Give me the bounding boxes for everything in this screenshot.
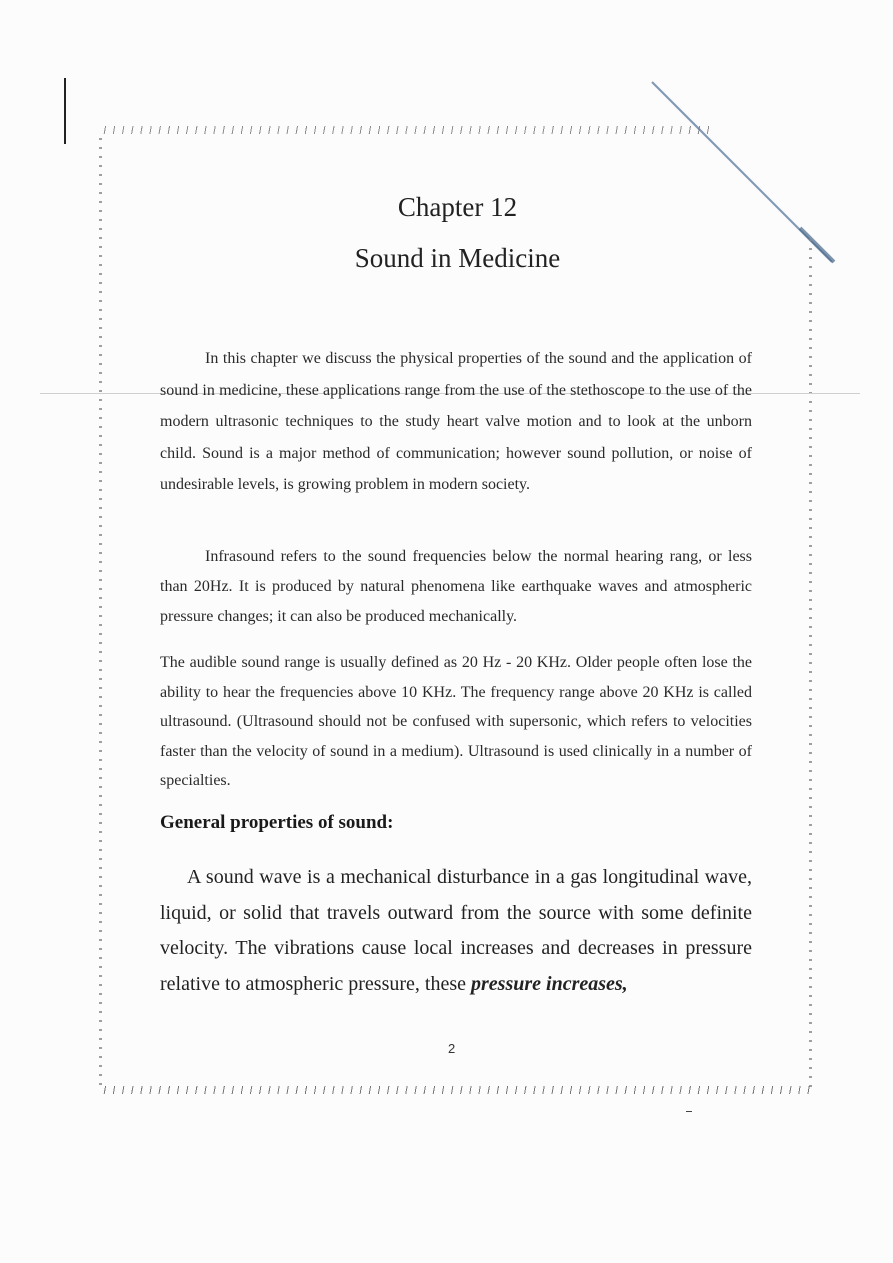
- audible-range-paragraph: The audible sound range is usually defined as 20 Hz - 20 KHz. Older people often lose the ability to hear the frequencies above 10 KHz. The frequency range above 20 KHz is called ultrasound. (Ultrasound should not be confused with supersonic, which refers to velocities faster than the velocity of sound in a medium). Ultrasound is used clinically in a number of specialties.: [160, 654, 752, 789]
- chapter-number: Chapter 12: [397, 192, 518, 222]
- border-left: [99, 134, 102, 1086]
- scan-speck: [686, 1111, 692, 1112]
- section-heading: General properties of sound:: [160, 812, 394, 833]
- chapter-title: Sound in Medicine: [354, 243, 561, 273]
- sound-wave-text: A sound wave is a mechanical disturbance in a gas longitudinal wave, liquid, or solid that travels outward from the source with some definite velocity. The vibrations cause local increases and decreases in pressure relative to atmospheric pressure, these: [160, 866, 752, 995]
- border-top: [100, 126, 710, 134]
- sound-wave-paragraph: [160, 860, 752, 1002]
- border-right: [809, 235, 812, 1090]
- emphasis-text: pressure increases,: [471, 972, 628, 995]
- intro-paragraph: In this chapter we discuss the physical properties of the sound and the application of sound in medicine, these applications range from the use of the stethoscope to the use of the modern ultrasonic techniques to the study heart valve motion and to look at the unborn child. Sound is a major method of communication; however sound pollution, or noise of undesirable levels, is growing problem in modern society.: [160, 350, 752, 493]
- page-number: 2: [448, 1041, 456, 1056]
- border-bottom: [100, 1086, 810, 1094]
- infrasound-paragraph: Infrasound refers to the sound frequencies below the normal hearing rang, or less than 20Hz. It is produced by natural phenomena like earthquake waves and atmospheric pressure changes; it can also be produced mechanically.: [160, 548, 752, 625]
